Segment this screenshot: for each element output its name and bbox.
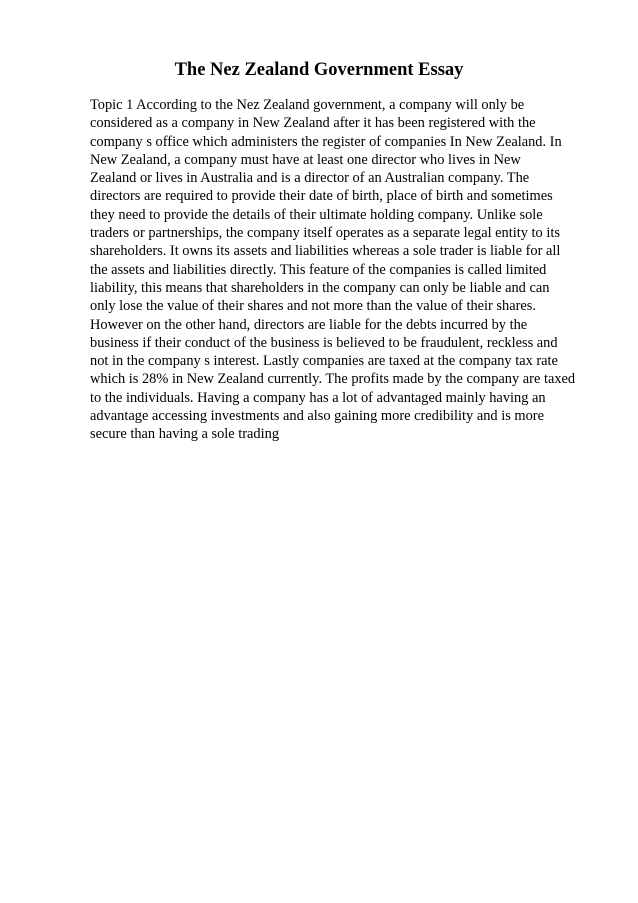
body-line: shareholders. It owns its assets and liabilities whereas a sole trader is liable for all bbox=[90, 243, 561, 260]
body-line: directors are required to provide their date of birth, place of birth and sometimes bbox=[90, 188, 553, 205]
body-line: Topic 1 According to the Nez Zealand government, a company will only be bbox=[90, 97, 525, 113]
body-line: company s office which administers the register of companies In New Zealand. In bbox=[90, 133, 562, 150]
body-line: Zealand or lives in Australia and is a director of an Australian company. The bbox=[90, 170, 530, 187]
body-line: the assets and liabilities directly. This feature of the companies is called limited bbox=[90, 261, 547, 278]
essay-body bbox=[90, 96, 610, 444]
body-line: However on the other hand, directors are liable for the debts incurred by the bbox=[90, 316, 528, 333]
body-line: traders or partnerships, the company itself operates as a separate legal entity to its bbox=[90, 225, 560, 242]
body-line: New Zealand, a company must have at least one director who lives in New bbox=[90, 151, 521, 168]
body-line: secure than having a sole trading bbox=[90, 426, 280, 443]
body-line: advantage accessing investments and also gaining more credibility and is more bbox=[90, 408, 544, 425]
page-title: The Nez Zealand Government Essay bbox=[174, 60, 464, 80]
body-line: to the individuals. Having a company has a lot of advantaged mainly having an bbox=[90, 389, 546, 406]
body-line: business if their conduct of the business is believed to be fraudulent, reckless and bbox=[90, 334, 558, 351]
body-line: considered as a company in New Zealand after it has been registered with the bbox=[90, 115, 536, 132]
body-line: not in the company s interest. Lastly companies are taxed at the company tax rate bbox=[90, 353, 558, 370]
body-line: only lose the value of their shares and not more than the value of their shares. bbox=[90, 298, 536, 315]
body-line: which is 28% in New Zealand currently. The profits made by the company are taxed bbox=[90, 371, 576, 388]
body-line: they need to provide the details of their ultimate holding company. Unlike sole bbox=[90, 206, 543, 223]
body-line: liability, this means that shareholders in the company can only be liable and can bbox=[90, 279, 550, 296]
